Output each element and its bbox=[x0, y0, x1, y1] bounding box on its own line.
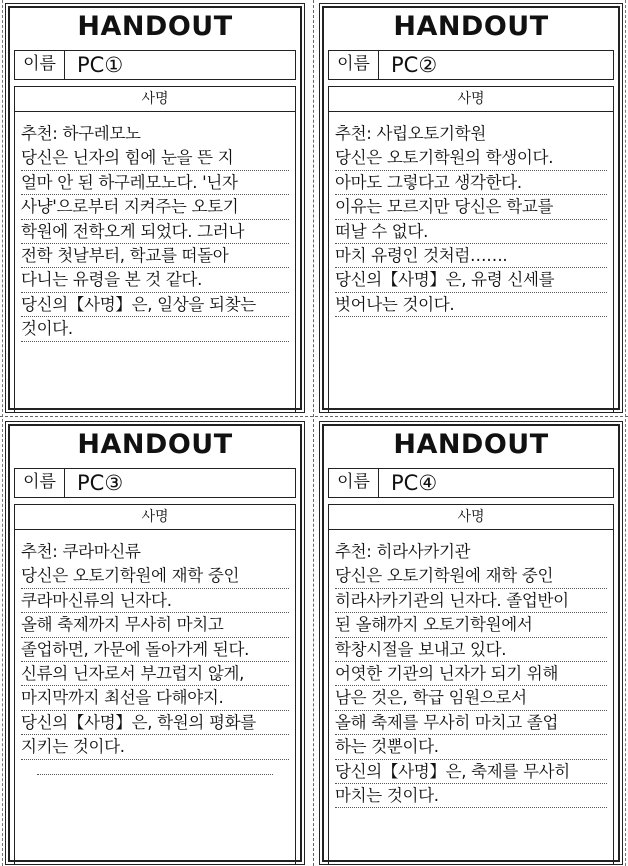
text-line: 얼마 안 된 하구레모노다. '닌자 bbox=[21, 171, 289, 195]
text-line: 것이다. bbox=[21, 317, 289, 341]
name-label: 이름 bbox=[15, 51, 65, 79]
text-line: 어엿한 기관의 닌자가 되기 위해 bbox=[335, 662, 607, 686]
text-line: 사냥'으로부터 지켜주는 오토기 bbox=[21, 195, 289, 219]
text-line: 졸업하면, 가문에 돌아가게 된다. bbox=[21, 638, 289, 662]
text-line: 마치 유령인 것처럼……. bbox=[335, 244, 607, 268]
card-title: HANDOUT bbox=[77, 11, 233, 42]
text-line: 당신의【사명】은, 유령 신세를 bbox=[335, 268, 607, 292]
name-label: 이름 bbox=[15, 469, 65, 497]
recommend-line: 추천: 하구레모노 bbox=[21, 124, 141, 143]
text-line: 남은 것은, 학급 임원으로서 bbox=[335, 686, 607, 710]
mission-text bbox=[15, 112, 295, 342]
handout-card-pc1 bbox=[8, 6, 302, 410]
text-line: 전학 첫날부터, 학교를 떠돌아 bbox=[21, 244, 289, 268]
text-line: 쿠라마신류의 닌자다. bbox=[21, 589, 289, 613]
text-line: 당신은 오토기학원에 재학 중인 bbox=[335, 564, 607, 588]
mission-section bbox=[328, 504, 614, 864]
name-row bbox=[14, 468, 296, 498]
name-label: 이름 bbox=[329, 51, 379, 79]
mission-section bbox=[14, 504, 296, 864]
blank-rule bbox=[37, 774, 273, 775]
text-line: 당신의【사명】은, 학원의 평화를 bbox=[21, 711, 289, 735]
text-line: 떠날 수 없다. bbox=[335, 220, 607, 244]
cut-line-left bbox=[2, 0, 3, 866]
mission-text bbox=[329, 112, 613, 317]
name-value: PC③ bbox=[77, 470, 124, 495]
recommend-line: 추천: 쿠라마신류 bbox=[21, 542, 141, 561]
text-line: 당신은 닌자의 힘에 눈을 뜬 지 bbox=[21, 146, 289, 170]
mission-section bbox=[328, 86, 614, 412]
mission-text bbox=[329, 530, 613, 808]
cut-line-vertical bbox=[313, 0, 314, 866]
text-line: 당신은 오토기학원의 학생이다. bbox=[335, 146, 607, 170]
cut-line-horizontal bbox=[0, 416, 628, 417]
handout-card-pc3 bbox=[8, 424, 302, 862]
section-label: 사명 bbox=[329, 87, 613, 112]
recommend-line: 추천: 사립오토기학원 bbox=[335, 124, 486, 143]
text-line: 학원에 전학오게 되었다. 그러나 bbox=[21, 220, 289, 244]
card-title: HANDOUT bbox=[77, 429, 233, 460]
text-line: 히라사카기관의 닌자다. 졸업반이 bbox=[335, 589, 607, 613]
text-line: 마지막까지 최선을 다해야지. bbox=[21, 686, 289, 710]
text-line: 당신의【사명】은, 일상을 되찾는 bbox=[21, 293, 289, 317]
name-value: PC② bbox=[391, 52, 438, 77]
name-row bbox=[14, 50, 296, 80]
text-line: 아마도 그렇다고 생각한다. bbox=[335, 171, 607, 195]
card-title: HANDOUT bbox=[393, 11, 549, 42]
mission-text bbox=[15, 530, 295, 775]
text-line: 된 올해까지 오토기학원에서 bbox=[335, 613, 607, 637]
text-line: 지키는 것이다. bbox=[21, 735, 289, 759]
name-value: PC① bbox=[77, 52, 124, 77]
text-line: 마치는 것이다. bbox=[335, 784, 607, 808]
section-label: 사명 bbox=[329, 505, 613, 530]
card-title: HANDOUT bbox=[393, 429, 549, 460]
section-label: 사명 bbox=[15, 87, 295, 112]
cut-line-right bbox=[625, 0, 626, 866]
name-row bbox=[328, 50, 614, 80]
text-line: 다니는 유령을 본 것 같다. bbox=[21, 268, 289, 292]
text-line: 하는 것뿐이다. bbox=[335, 735, 607, 759]
text-line: 올해 축제까지 무사히 마치고 bbox=[21, 613, 289, 637]
name-value: PC④ bbox=[391, 470, 438, 495]
text-line: 학창시절을 보내고 있다. bbox=[335, 638, 607, 662]
text-line: 이유는 모르지만 당신은 학교를 bbox=[335, 195, 607, 219]
text-line: 벗어나는 것이다. bbox=[335, 293, 607, 317]
text-line: 당신은 오토기학원에 재학 중인 bbox=[21, 564, 289, 588]
mission-section bbox=[14, 86, 296, 412]
recommend-line: 추천: 히라사카기관 bbox=[335, 542, 471, 561]
text-line: 신류의 닌자로서 부끄럽지 않게, bbox=[21, 662, 289, 686]
text-line: 당신의【사명】은, 축제를 무사히 bbox=[335, 760, 607, 784]
text-line: 올해 축제를 무사히 마치고 졸업 bbox=[335, 711, 607, 735]
name-label: 이름 bbox=[329, 469, 379, 497]
handout-card-pc2 bbox=[322, 6, 620, 410]
handout-card-pc4 bbox=[322, 424, 620, 862]
section-label: 사명 bbox=[15, 505, 295, 530]
name-row bbox=[328, 468, 614, 498]
